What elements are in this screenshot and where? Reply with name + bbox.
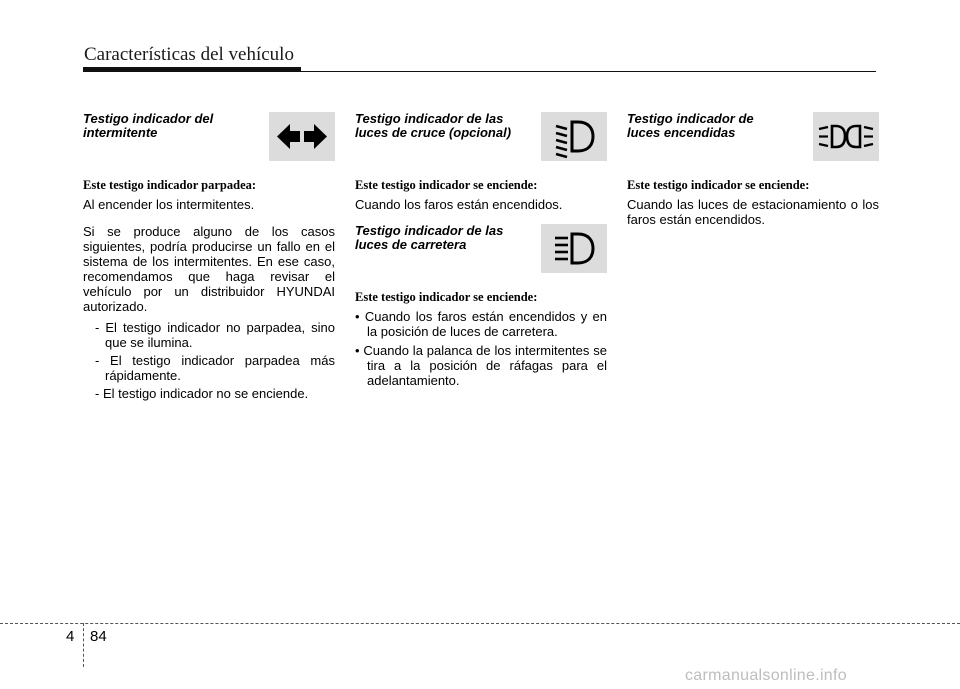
paragraph: Si se produce alguno de los casos siguientes, podría producirse un fallo en el sistema de los intermitentes. En ese caso, recomendamos que haga revisar el vehículo por un distribuidor HYUNDAI autorizado. [83, 224, 335, 314]
column-3 [627, 112, 879, 239]
low-beam-section [355, 112, 607, 212]
paragraph: Al encender los intermitentes. [83, 197, 255, 212]
list-item: - El testigo indicador no se enciende. [95, 386, 309, 401]
column-2 [355, 112, 607, 392]
parking-lights-section [627, 112, 879, 227]
watermark: carmanualsonline.info [685, 667, 847, 684]
page-number: 84 [90, 628, 107, 645]
paragraph: Cuando los faros están encendidos. [355, 197, 563, 212]
footer-rule [0, 623, 960, 624]
section-title: Testigo indicador del intermitente [83, 111, 214, 140]
chapter-number: 4 [66, 628, 75, 645]
header-rule-thin [83, 71, 876, 72]
turn-signal-arrows-icon [269, 112, 335, 161]
page-header-title: Características del vehículo [84, 44, 294, 65]
section-lead: Este testigo indicador se enciende: [355, 290, 538, 304]
list-item: • Cuando los faros están encendidos y en la posición de luces de carretera. [355, 309, 607, 339]
section-lead: Este testigo indicador parpadea: [83, 178, 257, 192]
high-beam-section [355, 224, 607, 388]
list-item: • Cuando la palanca de los intermitentes se tira a la posición de ráfagas para el adelantamiento. [355, 343, 607, 388]
turn-signal-section [83, 112, 335, 401]
low-beam-icon [541, 112, 607, 161]
paragraph: Cuando las luces de estacionamiento o los faros están encendidos. [627, 197, 879, 227]
section-title: Testigo indicador de luces encendidas [627, 111, 754, 140]
section-lead: Este testigo indicador se enciende: [355, 178, 538, 192]
list-item: - El testigo indicador no parpadea, sino que se ilumina. [95, 320, 335, 350]
column-1 [83, 112, 335, 404]
section-title: Testigo indicador de las luces de cruce (opcional) [355, 111, 512, 140]
section-title: Testigo indicador de las luces de carretera [355, 223, 504, 252]
list-item: - El testigo indicador parpadea más rápidamente. [95, 353, 335, 383]
dash-list [83, 320, 335, 401]
parking-lights-icon [813, 112, 879, 161]
high-beam-icon [541, 224, 607, 273]
bullet-list [355, 309, 607, 388]
section-lead: Este testigo indicador se enciende: [627, 178, 810, 192]
footer-divider [83, 623, 84, 667]
